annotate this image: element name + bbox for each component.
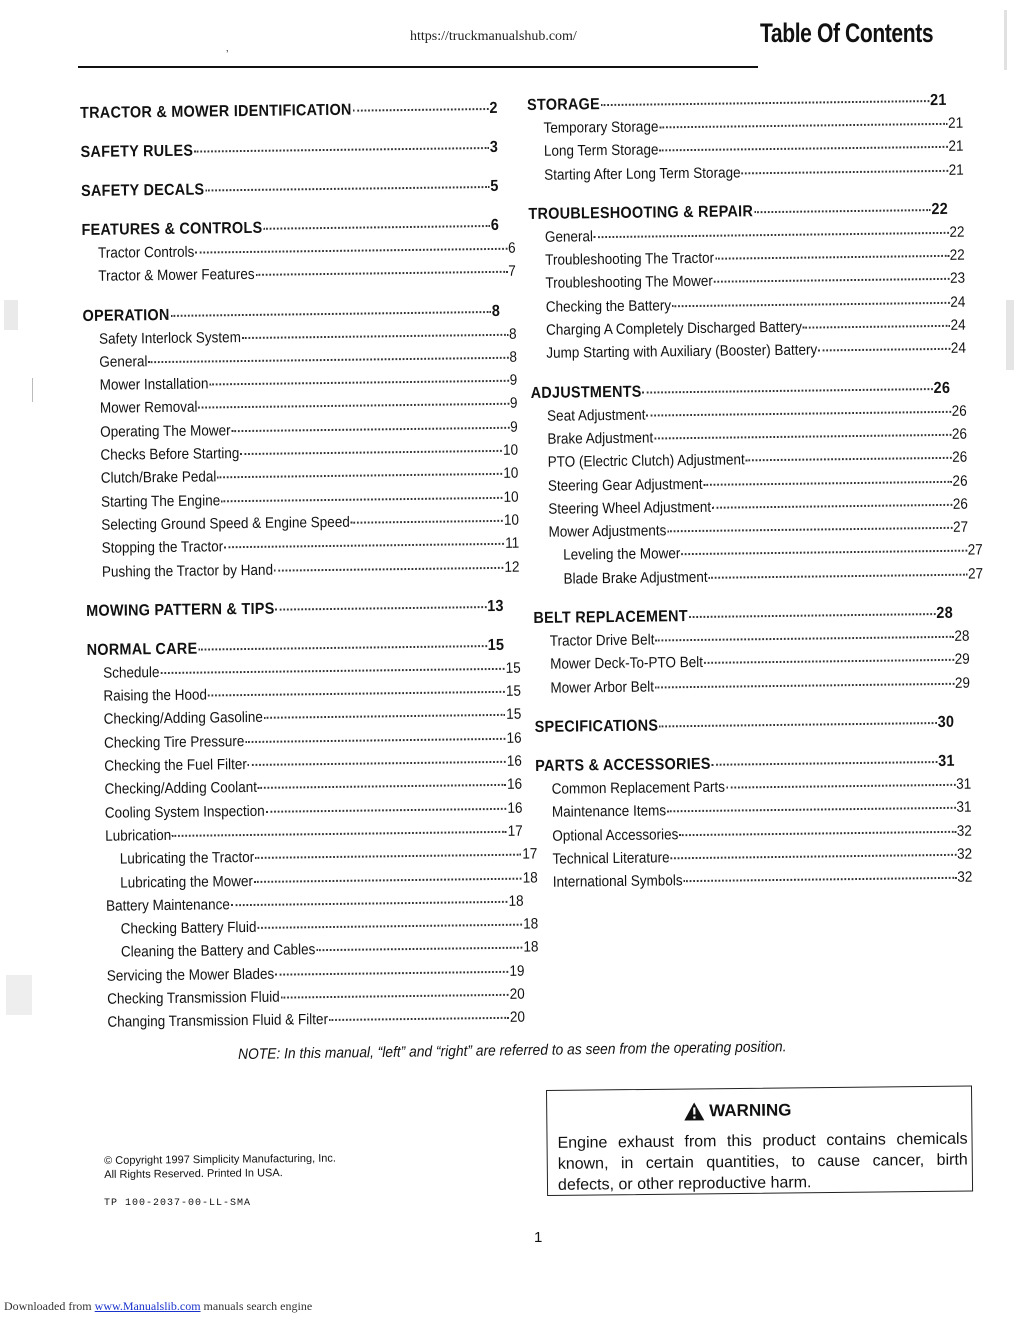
toc-entry-label: International Symbols bbox=[552, 872, 683, 891]
toc-left-column bbox=[80, 98, 539, 1035]
toc-entry-label: Mower Removal bbox=[99, 399, 198, 418]
toc-entry-label: SPECIFICATIONS bbox=[534, 717, 659, 736]
toc-entry-label: Technical Literature bbox=[552, 849, 670, 868]
dot-leader bbox=[240, 449, 502, 455]
toc-entry-page: 19 bbox=[509, 962, 525, 980]
dot-leader bbox=[263, 224, 490, 230]
toc-entry-page: 31 bbox=[956, 798, 972, 817]
scan-noise bbox=[6, 975, 32, 1015]
dot-leader bbox=[209, 379, 508, 386]
dot-leader bbox=[642, 387, 932, 394]
toc-entry-label: Checking the Fuel Filter bbox=[104, 756, 247, 775]
toc-entry-label: Steering Wheel Adjustment bbox=[548, 498, 712, 518]
toc-entry[interactable] bbox=[528, 158, 964, 187]
toc-entry-page: 29 bbox=[954, 650, 970, 669]
dot-leader bbox=[224, 542, 504, 548]
toc-entry-label: Optional Accessories bbox=[552, 825, 679, 845]
toc-entry-page: 12 bbox=[504, 558, 520, 576]
dot-leader bbox=[245, 737, 505, 743]
toc-entry-label: Raising the Hood bbox=[103, 686, 208, 705]
toc-entry-page: 20 bbox=[509, 1008, 526, 1027]
toc-entry-label: Operating The Mower bbox=[100, 421, 231, 441]
toc-entry-page: 18 bbox=[522, 868, 538, 887]
toc-entry-page: 23 bbox=[949, 270, 966, 288]
page-number: 1 bbox=[534, 1229, 543, 1246]
toc-entry-label: Clutch/Brake Pedal bbox=[100, 468, 217, 488]
dot-leader bbox=[231, 900, 508, 906]
toc-entry-label: Checking the Battery bbox=[545, 297, 672, 316]
scan-mark: ‚ bbox=[226, 42, 229, 54]
dot-leader bbox=[208, 690, 505, 697]
toc-entry-label: PTO (Electric Clutch) Adjustment bbox=[547, 451, 745, 472]
footer bbox=[4, 1299, 312, 1314]
dot-leader bbox=[818, 347, 950, 352]
toc-entry-page: 16 bbox=[506, 752, 522, 770]
dot-leader bbox=[266, 806, 507, 812]
toc-entry-label: Selecting Ground Speed & Engine Speed bbox=[101, 513, 350, 534]
scan-noise bbox=[32, 378, 33, 402]
toc-entry-label: Checking/Adding Coolant bbox=[104, 779, 258, 799]
dot-leader bbox=[741, 168, 947, 174]
toc-entry-page: 18 bbox=[508, 892, 524, 910]
toc-entry-label: Seat Adjustment bbox=[547, 406, 646, 425]
dot-leader bbox=[712, 503, 952, 509]
copyright-line: © Copyright 1997 Simplicity Manufacturing, Inc. bbox=[104, 1152, 337, 1167]
footer-prefix: Downloaded from bbox=[4, 1299, 95, 1313]
dot-leader bbox=[646, 410, 950, 417]
toc-entry-page: 24 bbox=[950, 316, 966, 334]
toc-entry-page: 22 bbox=[931, 200, 949, 218]
toc-entry-label: Brake Adjustment bbox=[547, 429, 654, 448]
toc-entry-label: Checking/Adding Gasoline bbox=[103, 709, 263, 729]
toc-entry-label: Blade Brake Adjustment bbox=[563, 568, 708, 588]
dot-leader bbox=[274, 565, 504, 571]
warning-title: WARNING bbox=[709, 1100, 792, 1121]
dot-leader bbox=[198, 644, 487, 651]
toc-entry-label: Tractor & Mower Features bbox=[98, 266, 255, 286]
toc-entry-page: 15 bbox=[505, 682, 522, 700]
toc-entry-label: Checking Transmission Fluid bbox=[107, 988, 280, 1008]
toc-entry-label: Lubricating the Mower bbox=[120, 872, 254, 892]
toc-entry-page: 27 bbox=[967, 541, 983, 560]
toc-entry-page: 32 bbox=[956, 822, 972, 840]
toc-entry-page: 10 bbox=[502, 441, 519, 459]
dot-leader bbox=[659, 145, 947, 152]
toc-entry-page: 31 bbox=[938, 752, 955, 770]
dot-leader bbox=[601, 99, 929, 106]
dot-leader bbox=[170, 310, 491, 317]
toc-entry-page: 10 bbox=[503, 465, 519, 483]
dot-leader bbox=[667, 806, 956, 813]
toc-entry-page: 26 bbox=[933, 379, 951, 397]
dot-leader bbox=[275, 970, 508, 976]
dot-leader bbox=[679, 829, 956, 835]
dot-leader bbox=[316, 946, 522, 952]
dot-leader bbox=[148, 356, 508, 363]
toc-entry-label: NORMAL CARE bbox=[86, 640, 198, 659]
toc-entry-page: 15 bbox=[506, 706, 522, 724]
toc-entry[interactable] bbox=[533, 562, 983, 591]
footer-link[interactable]: www.Manualslib.com bbox=[94, 1299, 201, 1313]
toc-entry-page: 26 bbox=[951, 402, 967, 420]
toc-entry-page: 26 bbox=[952, 472, 968, 490]
toc-entry-page: 13 bbox=[487, 597, 504, 615]
toc-entry-label: ADJUSTMENTS bbox=[530, 383, 642, 402]
dot-leader bbox=[231, 426, 509, 432]
toc-entry[interactable] bbox=[530, 337, 966, 366]
toc-entry-page: 16 bbox=[507, 799, 523, 817]
dot-leader bbox=[242, 332, 508, 338]
toc-entry[interactable] bbox=[91, 1006, 525, 1035]
toc-entry-label: Cooling System Inspection bbox=[104, 802, 265, 822]
header-rule bbox=[78, 66, 758, 68]
toc-entry-page: 8 bbox=[509, 348, 518, 366]
dot-leader bbox=[217, 472, 502, 478]
dot-leader bbox=[689, 612, 936, 618]
toc-entry-page: 15 bbox=[487, 636, 505, 654]
toc-entry-label: Pushing the Tractor by Hand bbox=[101, 561, 274, 581]
toc-section-entry[interactable] bbox=[535, 712, 955, 739]
dot-leader bbox=[195, 247, 507, 254]
warning-box bbox=[546, 1086, 973, 1196]
toc-entry-label: Mower Installation bbox=[99, 375, 209, 394]
dot-leader bbox=[681, 549, 967, 555]
dot-leader bbox=[248, 760, 506, 766]
toc-entry-page: 3 bbox=[489, 138, 499, 156]
toc-section-entry[interactable] bbox=[80, 137, 498, 164]
dot-leader bbox=[704, 658, 954, 664]
dot-leader bbox=[703, 479, 951, 485]
toc-entry-page: 9 bbox=[509, 371, 518, 389]
warning-heading bbox=[683, 1100, 791, 1121]
toc-entry[interactable] bbox=[536, 866, 972, 895]
toc-entry-page: 10 bbox=[503, 488, 519, 506]
dot-leader bbox=[714, 277, 949, 283]
toc-entry-label: Changing Transmission Fluid & Filter bbox=[107, 1011, 329, 1032]
document-code: TP 100-2037-00-LL-SMA bbox=[104, 1198, 252, 1209]
dot-leader bbox=[803, 324, 950, 329]
toc-entry-label: TRACTOR & MOWER IDENTIFICATION bbox=[80, 101, 352, 122]
toc-entry-page: 22 bbox=[949, 246, 965, 265]
toc-section-entry[interactable] bbox=[86, 596, 504, 623]
toc-entry-label: Tractor Drive Belt bbox=[549, 631, 655, 650]
toc-entry-page: 7 bbox=[508, 262, 516, 281]
toc-entry-label: Leveling the Mower bbox=[563, 545, 681, 565]
toc-entry[interactable] bbox=[86, 555, 520, 584]
toc-entry-label: MOWING PATTERN & TIPS bbox=[86, 600, 275, 620]
toc-entry-page: 11 bbox=[505, 534, 520, 553]
toc-entry-page: 8 bbox=[491, 302, 501, 320]
dot-leader bbox=[670, 853, 956, 859]
dot-leader bbox=[654, 433, 951, 440]
toc-entry-label: Temporary Storage bbox=[543, 118, 659, 137]
dot-leader bbox=[715, 254, 949, 260]
toc-entry-label: TROUBLESHOOTING & REPAIR bbox=[528, 203, 754, 223]
dot-leader bbox=[726, 783, 955, 789]
toc-entry-label: SAFETY RULES bbox=[80, 142, 194, 161]
toc-entry-page: 20 bbox=[509, 985, 525, 1003]
header-url[interactable]: https://truckmanualshub.com/ bbox=[410, 29, 577, 44]
toc-entry-page: 24 bbox=[950, 293, 966, 311]
dot-leader bbox=[754, 208, 931, 213]
dot-leader bbox=[255, 853, 521, 859]
toc-entry-label: SAFETY DECALS bbox=[80, 181, 205, 200]
toc-entry-label: OPERATION bbox=[82, 306, 170, 325]
toc-section-entry[interactable] bbox=[81, 176, 499, 203]
footer-suffix: manuals search engine bbox=[200, 1299, 313, 1313]
dot-leader bbox=[264, 713, 506, 719]
toc-entry-label: Starting After Long Term Storage bbox=[544, 163, 741, 184]
toc-entry-label: Troubleshooting The Tractor bbox=[545, 249, 715, 269]
toc-entry-label: Lubricating the Tractor bbox=[119, 849, 255, 868]
dot-leader bbox=[659, 721, 937, 727]
toc-entry-label: Maintenance Items bbox=[551, 802, 667, 821]
dot-leader bbox=[672, 301, 949, 307]
toc-entry-label: Steering Gear Adjustment bbox=[547, 475, 703, 495]
toc-entry-label: Cleaning the Battery and Cables bbox=[120, 941, 316, 961]
toc-entry-page: 26 bbox=[951, 425, 968, 443]
dot-leader bbox=[172, 830, 507, 837]
toc-entry-label: Common Replacement Parts bbox=[551, 778, 726, 798]
dot-leader bbox=[684, 876, 957, 882]
dot-leader bbox=[351, 519, 503, 524]
dot-leader bbox=[205, 185, 489, 191]
toc-entry[interactable] bbox=[82, 260, 516, 289]
dot-leader bbox=[255, 270, 507, 276]
toc-entry-label: Safety Interlock System bbox=[98, 328, 241, 348]
dot-leader bbox=[708, 572, 967, 578]
toc-entry-label: FEATURES & CONTROLS bbox=[81, 219, 263, 239]
toc-entry-label: Schedule bbox=[103, 663, 160, 682]
dot-leader bbox=[329, 1016, 509, 1021]
toc-entry-label: Checks Before Starting bbox=[100, 445, 240, 464]
toc-entry-page: 30 bbox=[937, 713, 955, 731]
toc-entry-label: Battery Maintenance bbox=[105, 896, 230, 915]
toc-entry-page: 31 bbox=[956, 775, 972, 793]
toc-entry-page: 18 bbox=[523, 938, 539, 957]
toc-entry-label: Servicing the Mower Blades bbox=[106, 965, 275, 985]
toc-entry-label: Charging A Completely Discharged Battery bbox=[545, 318, 803, 339]
toc-entry-page: 5 bbox=[490, 177, 499, 195]
scan-noise bbox=[4, 300, 18, 330]
toc-entry-label: Lubrication bbox=[105, 826, 172, 845]
toc-entry-page: 28 bbox=[954, 627, 970, 645]
dot-leader bbox=[655, 635, 953, 642]
toc-entry-page: 32 bbox=[957, 868, 973, 886]
toc-entry-page: 15 bbox=[505, 659, 521, 677]
toc-entry-label: STORAGE bbox=[527, 96, 601, 114]
toc-entry-label: Long Term Storage bbox=[543, 141, 659, 161]
dot-leader bbox=[746, 456, 952, 462]
toc-entry-label: Troubleshooting The Mower bbox=[545, 273, 713, 293]
dot-leader bbox=[254, 876, 522, 882]
toc-entry-page: 21 bbox=[929, 91, 947, 110]
scan-noise bbox=[1004, 10, 1007, 70]
toc-entry-page: 16 bbox=[506, 729, 522, 747]
toc-entry-page: 2 bbox=[489, 99, 498, 117]
dot-leader bbox=[198, 402, 509, 409]
toc-entry-label: Stopping the Tractor bbox=[101, 538, 224, 558]
toc-entry-page: 6 bbox=[507, 239, 516, 257]
note-text: NOTE: In this manual, “left” and “right” are referred to as seen from the operating position. bbox=[238, 1038, 787, 1063]
toc-entry-page: 22 bbox=[949, 223, 965, 241]
toc-entry-label: Checking Battery Fluid bbox=[120, 919, 257, 938]
page-title: Table Of Contents bbox=[760, 18, 934, 48]
dot-leader bbox=[655, 681, 954, 688]
toc-entry-page: 26 bbox=[952, 448, 968, 467]
toc-entry-label: General bbox=[99, 353, 148, 371]
toc-entry-page: 26 bbox=[952, 495, 968, 513]
toc-section-entry[interactable] bbox=[80, 98, 498, 125]
toc-entry-label: Tractor Controls bbox=[97, 243, 195, 262]
toc-entry-page: 8 bbox=[509, 325, 517, 343]
toc-entry-label: Mower Adjustments bbox=[548, 522, 667, 541]
toc-entry-page: 21 bbox=[948, 137, 964, 156]
toc-entry-page: 27 bbox=[967, 565, 984, 583]
toc-entry-page: 32 bbox=[956, 845, 973, 863]
toc-entry-label: Mower Deck-To-PTO Belt bbox=[550, 654, 704, 674]
toc-entry-page: 28 bbox=[936, 604, 954, 623]
toc-entry-page: 9 bbox=[510, 418, 518, 436]
dot-leader bbox=[353, 107, 489, 112]
toc-entry-page: 17 bbox=[507, 822, 523, 840]
dot-leader bbox=[281, 993, 509, 999]
copyright-block bbox=[104, 1152, 336, 1182]
dot-leader bbox=[221, 496, 503, 502]
warning-text: Engine exhaust from this product contains chemicals known, in certain quantities, to cause cancer, birth defects, or other reproductive harm. bbox=[557, 1130, 968, 1194]
toc-entry-label: Starting The Engine bbox=[100, 491, 221, 511]
toc-entry-label: Jump Starting with Auxiliary (Booster) Battery bbox=[546, 341, 818, 363]
toc-entry-label: Mower Arbor Belt bbox=[550, 678, 655, 697]
toc-entry-page: 9 bbox=[509, 395, 518, 413]
toc-entry-label: Checking Tire Pressure bbox=[103, 732, 245, 752]
toc-entry-page: 16 bbox=[507, 775, 523, 794]
toc-entry-page: 29 bbox=[954, 674, 971, 692]
toc-entry-page: 21 bbox=[948, 161, 964, 179]
dot-leader bbox=[194, 146, 489, 153]
toc-entry-page: 21 bbox=[948, 114, 964, 132]
toc-entry-page: 10 bbox=[503, 511, 520, 529]
dot-leader bbox=[258, 783, 506, 789]
scan-noise bbox=[1006, 300, 1014, 370]
toc-entry-label: General bbox=[544, 228, 594, 246]
toc-entry-label: PARTS & ACCESSORIES bbox=[535, 755, 711, 775]
rights-line: All Rights Reserved. Printed In USA. bbox=[104, 1167, 283, 1181]
dot-leader bbox=[712, 760, 938, 766]
dot-leader bbox=[594, 231, 949, 238]
toc-entry-page: 6 bbox=[490, 216, 500, 234]
toc-entry-page: 27 bbox=[952, 518, 969, 536]
dot-leader bbox=[160, 667, 504, 674]
warning-triangle-icon bbox=[683, 1101, 705, 1121]
dot-leader bbox=[257, 923, 522, 929]
dot-leader bbox=[667, 526, 952, 532]
toc-entry-label: BELT REPLACEMENT bbox=[533, 608, 688, 628]
toc-right-column bbox=[527, 90, 984, 894]
dot-leader bbox=[275, 605, 486, 611]
toc-entry-page: 24 bbox=[950, 340, 967, 358]
dot-leader bbox=[659, 122, 947, 129]
toc-entry-page: 18 bbox=[523, 915, 539, 933]
toc-entry[interactable] bbox=[534, 671, 970, 700]
toc-entry-page: 17 bbox=[522, 845, 538, 863]
